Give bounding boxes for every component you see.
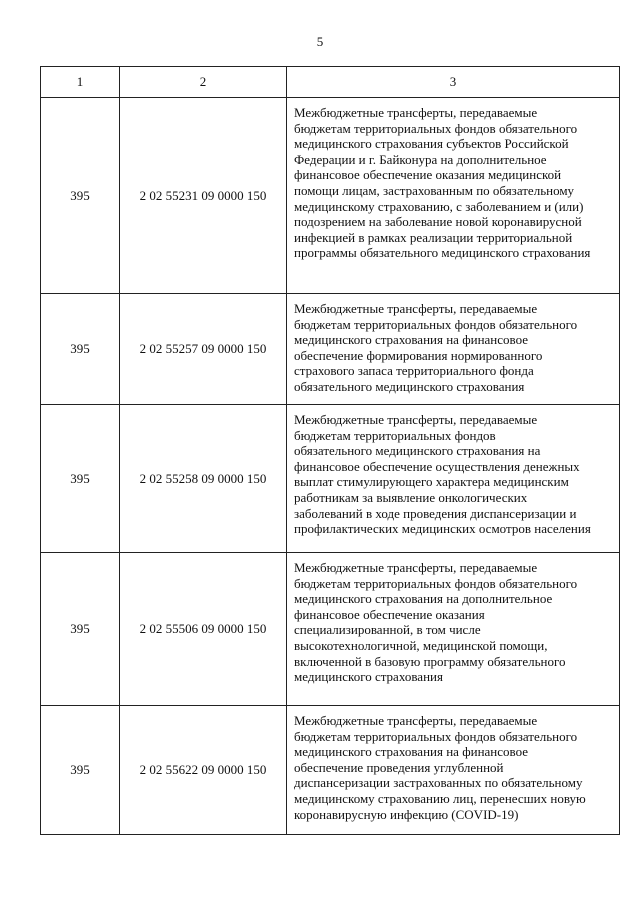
description-text xyxy=(294,412,611,537)
column-header-1: 1 xyxy=(41,67,120,98)
admin-code-cell: 395 xyxy=(41,553,120,706)
description-text xyxy=(294,713,611,822)
table-header-row xyxy=(41,67,620,98)
budget-code-cell: 2 02 55622 09 0000 150 xyxy=(120,706,287,835)
admin-code-cell: 395 xyxy=(41,706,120,835)
description-line: Межбюджетные трансферты, передаваемые xyxy=(294,412,538,427)
description-line: высокотехнологичной, медицинской помощи, xyxy=(294,637,548,653)
description-line: бюджетам территориальных фондов обязательного xyxy=(294,120,578,136)
description-line: обязательного медицинского страхования на xyxy=(294,443,541,459)
budget-codes-table xyxy=(40,66,620,835)
description-line: финансовое обеспечение оказания медицинской xyxy=(294,167,562,183)
table-row xyxy=(41,294,620,405)
budget-code-cell: 2 02 55506 09 0000 150 xyxy=(120,553,287,706)
description-cell xyxy=(287,294,620,405)
table-body xyxy=(41,98,620,835)
description-line: выплат стимулирующего характера медицинским xyxy=(294,474,569,490)
description-text xyxy=(294,105,611,261)
description-text xyxy=(294,301,611,395)
description-line: помощи лицам, застрахованным по обязательному xyxy=(294,182,575,198)
description-line: медицинского страхования на дополнительное xyxy=(294,591,553,607)
page-number: 5 xyxy=(316,34,324,49)
description-line: Межбюджетные трансферты, передаваемые xyxy=(294,560,538,575)
description-line: медицинскому страхованию, с заболеванием и (или) xyxy=(294,198,584,214)
table-row xyxy=(41,706,620,835)
description-line: обязательного медицинского страхования xyxy=(294,378,525,394)
description-line: Межбюджетные трансферты, передаваемые xyxy=(294,301,538,316)
budget-code-cell: 2 02 55257 09 0000 150 xyxy=(120,294,287,405)
description-cell xyxy=(287,706,620,835)
description-line: бюджетам территориальных фондов обязательного xyxy=(294,316,578,332)
description-line: работникам за выявление онкологических xyxy=(294,489,528,505)
description-line: Межбюджетные трансферты, передаваемые xyxy=(294,713,538,728)
description-line: страхового запаса территориального фонда xyxy=(294,363,534,379)
description-cell xyxy=(287,553,620,706)
budget-code-cell: 2 02 55231 09 0000 150 xyxy=(120,98,287,294)
column-header-3: 3 xyxy=(287,67,620,98)
description-cell xyxy=(287,405,620,553)
description-line: профилактических медицинских осмотров населения xyxy=(294,521,591,537)
description-line: коронавирусную инфекцию (COVID-19) xyxy=(294,806,519,822)
admin-code-cell: 395 xyxy=(41,98,120,294)
table-row xyxy=(41,98,620,294)
description-line: обеспечение формирования нормированного xyxy=(294,347,543,363)
admin-code-cell: 395 xyxy=(41,294,120,405)
table-row xyxy=(41,405,620,553)
description-line: бюджетам территориальных фондов xyxy=(294,427,496,443)
description-text xyxy=(294,560,611,685)
description-line: инфекцией в рамках реализации территориальной xyxy=(294,229,573,245)
description-line: включенной в базовую программу обязательного xyxy=(294,653,566,669)
description-line: Межбюджетные трансферты, передаваемые xyxy=(294,105,538,120)
description-line: финансовое обеспечение осуществления денежных xyxy=(294,458,580,474)
description-line: бюджетам территориальных фондов обязательного xyxy=(294,728,578,744)
description-line: медицинскому страхованию лиц, перенесших новую xyxy=(294,790,586,806)
description-line: Федерации и г. Байконура на дополнительное xyxy=(294,151,547,167)
description-line: диспансеризации застрахованных по обязательному xyxy=(294,775,583,791)
description-line: финансовое обеспечение оказания xyxy=(294,606,485,622)
description-line: специализированной, в том числе xyxy=(294,622,481,638)
description-line: медицинского страхования на финансовое xyxy=(294,744,529,760)
budget-code-cell: 2 02 55258 09 0000 150 xyxy=(120,405,287,553)
description-line: медицинского страхования на финансовое xyxy=(294,332,529,348)
description-line: обеспечение проведения углубленной xyxy=(294,759,504,775)
admin-code-cell: 395 xyxy=(41,405,120,553)
description-cell xyxy=(287,98,620,294)
description-line: заболеваний в ходе проведения диспансеризации и xyxy=(294,505,577,521)
table-row xyxy=(41,553,620,706)
description-line: программы обязательного медицинского страхования xyxy=(294,245,591,261)
column-header-2: 2 xyxy=(120,67,287,98)
description-line: медицинского страхования субъектов Российской xyxy=(294,136,569,152)
description-line: медицинского страхования xyxy=(294,669,443,685)
description-line: подозрением на заболевание новой коронавирусной xyxy=(294,214,582,230)
description-line: бюджетам территориальных фондов обязательного xyxy=(294,575,578,591)
